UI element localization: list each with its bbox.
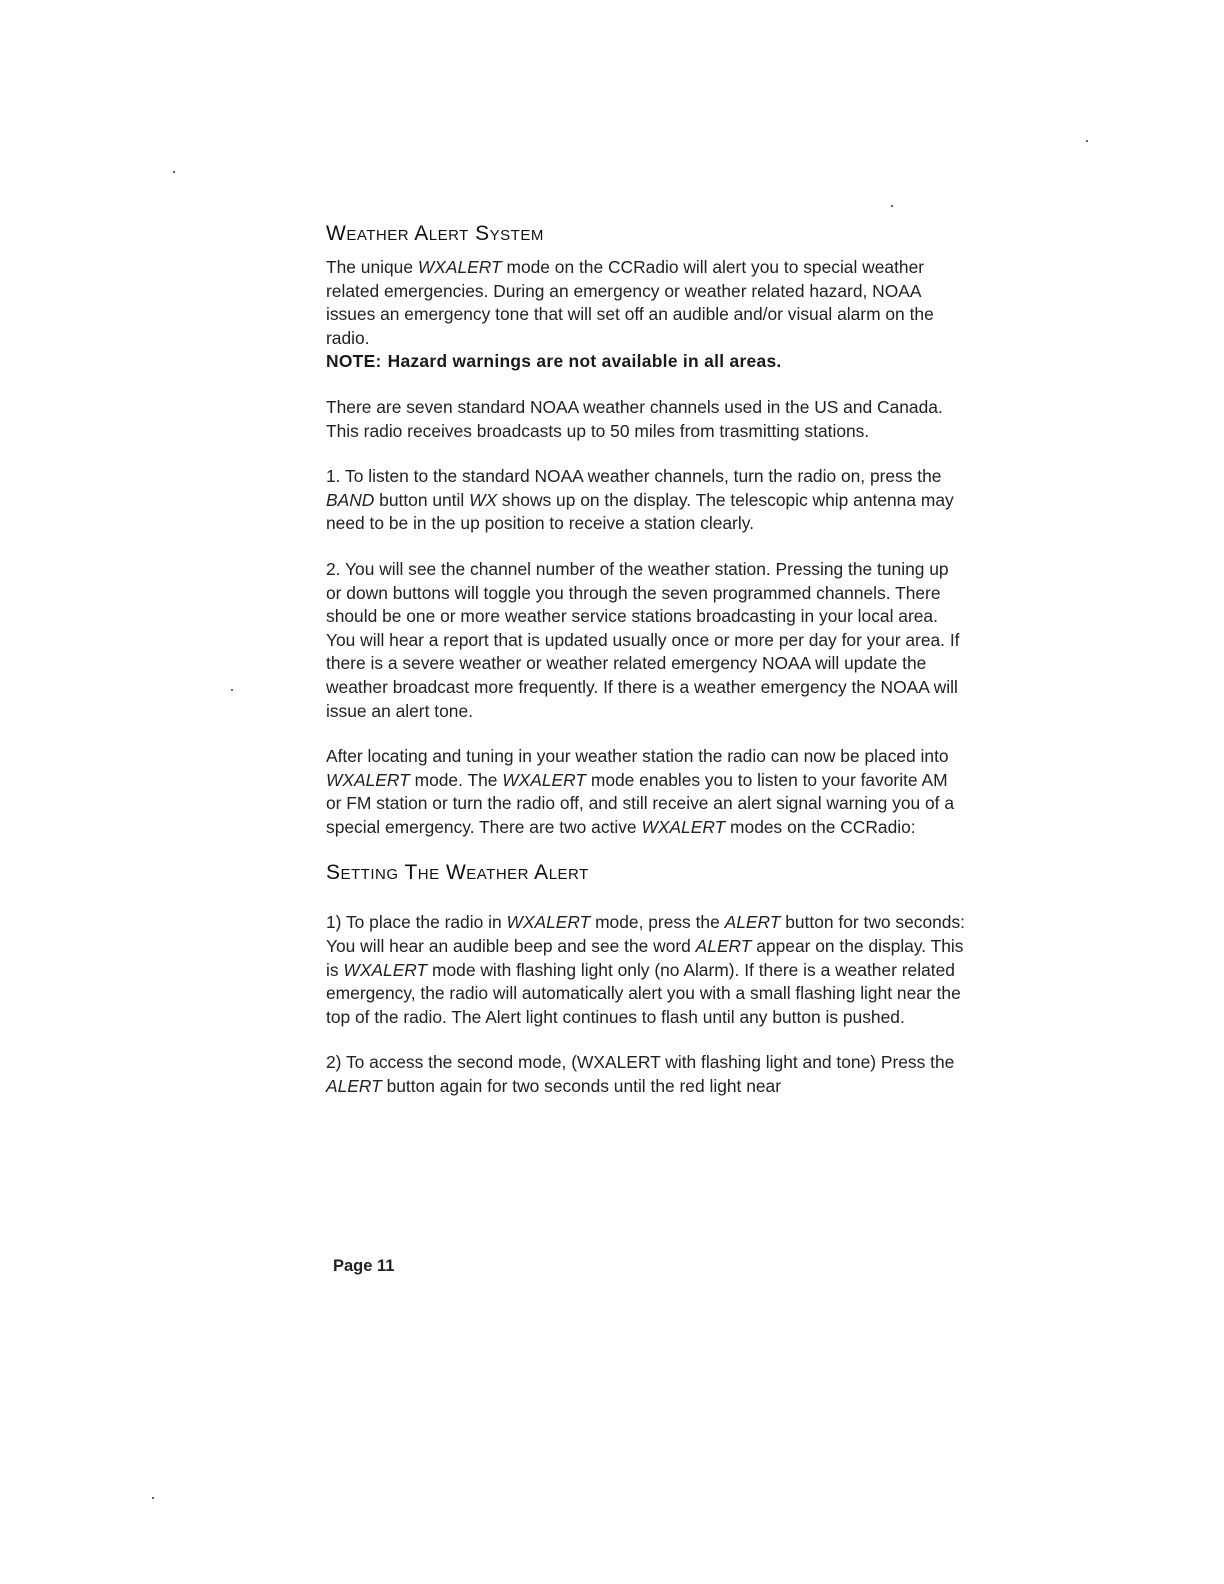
channels-paragraph: There are seven standard NOAA weather channels used in the US and Canada. This radio receives broadcasts up to 50 miles from trasmitting stations.: [326, 396, 943, 441]
section-title-weather-alert-system: Weather Alert System: [326, 222, 544, 245]
document-page: [326, 222, 966, 1121]
scan-speck: [1086, 140, 1088, 142]
note-hazard-warning: NOTE: Hazard warnings are not available in all areas.: [326, 351, 782, 372]
alert-mode-1-paragraph: 1) To place the radio in WXALERT mode, press the ALERT button for two seconds: You will hear an audible beep and see the word ALERT appear on the display. This is WXALERT mode with flashing light only (no Alarm). If there is a weather related emergency, the radio will automatically alert you with a small flashing light near the top of the radio. The Alert light continues to flash until any button is pushed.: [326, 912, 965, 1027]
step-2-paragraph: 2. You will see the channel number of the weather station. Pressing the tuning up or down buttons will toggle you through the seven programmed channels. There should be one or more weather service stations broadcasting in your local area. You will hear a report that is updated usually once or more per day for your area. If there is a severe weather or weather related emergency NOAA will update the weather broadcast more frequently. If there is a weather emergency the NOAA will issue an alert tone.: [326, 558, 960, 721]
page-number: Page 11: [333, 1257, 395, 1275]
step-1-paragraph: 1. To listen to the standard NOAA weather channels, turn the radio on, press the BAND button until WX shows up on the display. The telescopic whip antenna may need to be in the up position to receive a station clearly.: [326, 466, 954, 534]
scan-speck: [173, 171, 175, 173]
alert-mode-2-paragraph: 2) To access the second mode, (WXALERT with flashing light and tone) Press the ALERT button again for two seconds until the red light near: [326, 1052, 955, 1097]
scan-speck: [231, 689, 233, 691]
after-locating-paragraph: After locating and tuning in your weather station the radio can now be placed into WXALERT mode. The WXALERT mode enables you to listen to your favorite AM or FM station or turn the radio off, and still receive an alert signal warning you of a special emergency. There are two active WXALERT modes on the CCRadio:: [326, 746, 954, 837]
scan-speck: [152, 1497, 154, 1499]
section-title-setting-weather-alert: Setting The Weather Alert: [326, 861, 589, 885]
intro-paragraph: The unique WXALERT mode on the CCRadio will alert you to special weather related emergencies. During an emergency or weather related hazard, NOAA issues an emergency tone that will set off an audible and/or visual alarm on the radio.: [326, 257, 934, 348]
scan-speck: [891, 205, 893, 207]
